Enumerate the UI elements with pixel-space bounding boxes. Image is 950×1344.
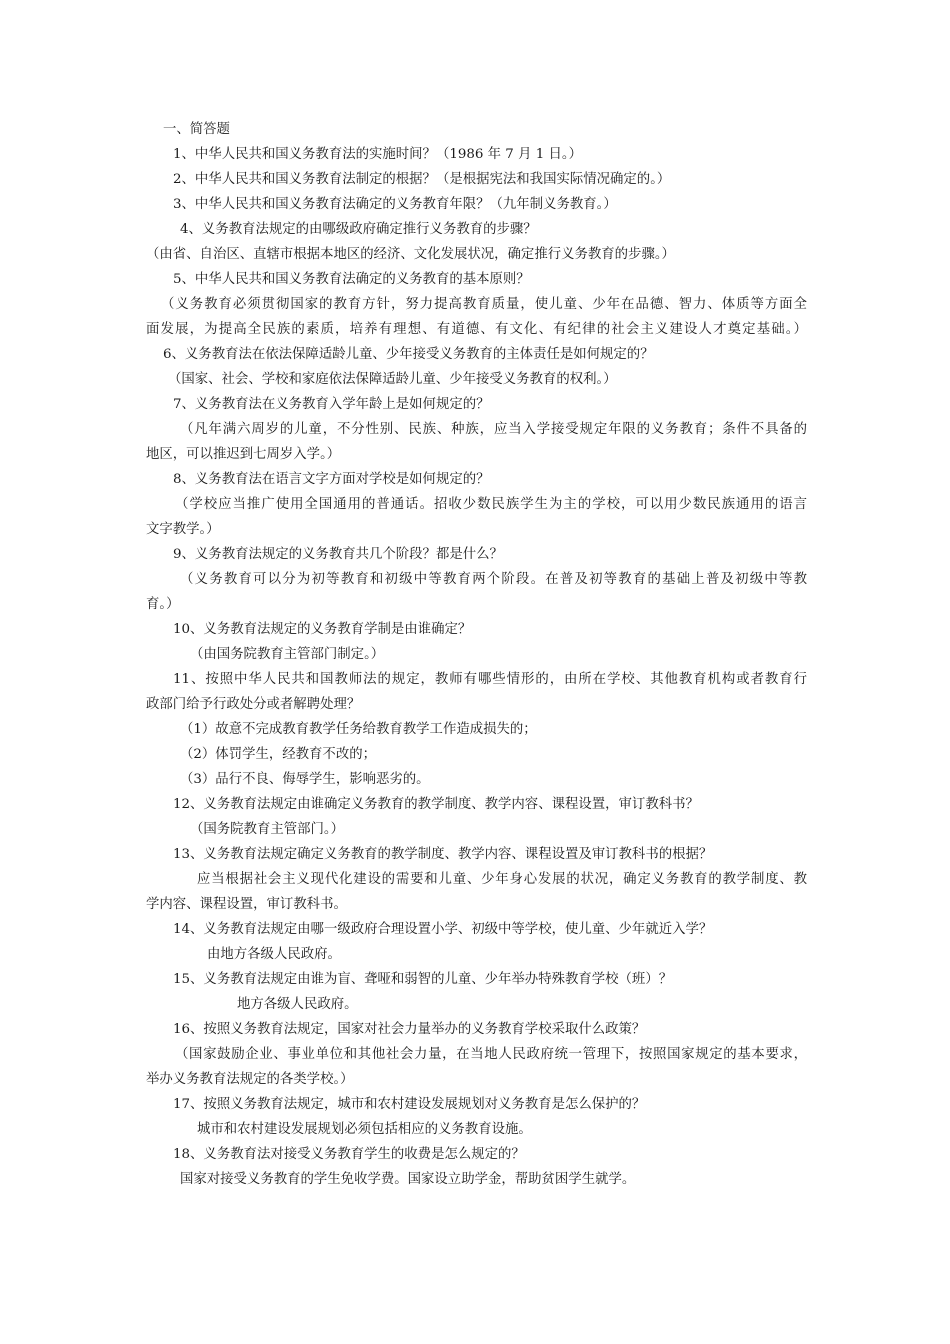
question-7: 7、义务教育法在义务教育入学年龄上是如何规定的？ — [173, 397, 490, 412]
answer-17: 城市和农村建设发展规划必须包括相应的义务教育设施。 — [197, 1122, 532, 1137]
question-3: 3、中华人民共和国义务教育法确定的义务教育年限？（九年制义务教育。） — [173, 197, 617, 212]
answer-4: （由省、自治区、直辖市根据本地区的经济、文化发展状况，确定推行义务教育的步骤。） — [146, 247, 675, 262]
question-11-line-1: 11、按照中华人民共和国教师法的规定，教师有哪些情形的，由所在学校、其他教育机构或者教育行 — [173, 672, 807, 687]
question-9: 9、义务教育法规定的义务教育共几个阶段？都是什么？ — [173, 547, 503, 562]
question-6: 6、义务教育法在依法保障适龄儿童、少年接受义务教育的主体责任是如何规定的？ — [163, 347, 654, 362]
answer-5-line-2: 面发展，为提高全民族的素质，培养有理想、有道德、有文化、有纪律的社会主义建设人才奠定基础。） — [146, 322, 807, 337]
answer-16-line-1: （国家鼓励企业、事业单位和其他社会力量，在当地人民政府统一管理下，按照国家规定的基本要求， — [175, 1047, 807, 1062]
answer-7-line-2: 地区，可以推迟到七周岁入学。） — [146, 447, 341, 462]
question-12: 12、义务教育法规定由谁确定义务教育的教学制度、教学内容、课程设置，审订教科书？ — [173, 797, 699, 812]
question-11-line-2: 政部门给予行政处分或者解聘处理？ — [146, 697, 361, 712]
answer-8-line-1: （学校应当推广使用全国通用的普通话。招收少数民族学生为主的学校，可以用少数民族通用的语言 — [175, 497, 807, 512]
answer-13-line-2: 学内容、课程设置，审订教科书。 — [146, 897, 347, 912]
answer-16-line-2: 举办义务教育法规定的各类学校。） — [146, 1072, 354, 1087]
answer-9-line-1: （义务教育可以分为初等教育和初级中等教育两个阶段。在普及初等教育的基础上普及初级中等教 — [180, 572, 807, 587]
section-title: 一、简答题 — [163, 122, 230, 137]
answer-13-line-1: 应当根据社会主义现代化建设的需要和儿童、少年身心发展的状况，确定义务教育的教学制度、教 — [197, 872, 807, 887]
answer-5-line-1: （义务教育必须贯彻国家的教育方针，努力提高教育质量，使儿童、少年在品德、智力、体质等方面全 — [161, 297, 807, 312]
answer-6: （国家、社会、学校和家庭依法保障适龄儿童、少年接受义务教育的权利。） — [168, 372, 617, 387]
answer-14: 由地方各级人民政府。 — [207, 947, 341, 962]
question-16: 16、按照义务教育法规定，国家对社会力量举办的义务教育学校采取什么政策？ — [173, 1022, 646, 1037]
answer-9-line-2: 育。） — [146, 597, 180, 612]
answer-11-item-1: （1）故意不完成教育教学任务给教育教学工作造成损失的； — [180, 722, 537, 737]
answer-11-item-2: （2）体罚学生，经教育不改的； — [180, 747, 376, 762]
question-4: 4、义务教育法规定的由哪级政府确定推行义务教育的步骤？ — [180, 222, 537, 237]
answer-7-line-1: （凡年满六周岁的儿童，不分性别、民族、种族，应当入学接受规定年限的义务教育；条件不具备的 — [180, 422, 807, 437]
question-17: 17、按照义务教育法规定，城市和农村建设发展规划对义务教育是怎么保护的？ — [173, 1097, 646, 1112]
question-18: 18、义务教育法对接受义务教育学生的收费是怎么规定的？ — [173, 1147, 525, 1162]
answer-18: 国家对接受义务教育的学生免收学费。国家设立助学金，帮助贫困学生就学。 — [180, 1172, 636, 1187]
answer-12: （国务院教育主管部门。） — [190, 822, 344, 837]
answer-10: （由国务院教育主管部门制定。） — [190, 647, 385, 662]
question-14: 14、义务教育法规定由哪一级政府合理设置小学、初级中等学校，使儿童、少年就近入学？ — [173, 922, 713, 937]
answer-11-item-3: （3）品行不良、侮辱学生，影响恶劣的。 — [180, 772, 430, 787]
question-10: 10、义务教育法规定的义务教育学制是由谁确定？ — [173, 622, 472, 637]
question-8: 8、义务教育法在语言文字方面对学校是如何规定的？ — [173, 472, 490, 487]
question-5: 5、中华人民共和国义务教育法确定的义务教育的基本原则？ — [173, 272, 530, 287]
question-15: 15、义务教育法规定由谁为盲、聋哑和弱智的儿童、少年举办特殊教育学校（班）？ — [173, 972, 673, 987]
answer-15: 地方各级人民政府。 — [237, 997, 358, 1012]
question-2: 2、中华人民共和国义务教育法制定的根据？（是根据宪法和我国实际情况确定的。） — [173, 172, 671, 187]
answer-8-line-2: 文字教学。） — [146, 522, 220, 537]
question-1: 1、中华人民共和国义务教育法的实施时间？（1986 年 7 月 1 日。） — [173, 147, 582, 162]
question-13: 13、义务教育法规定确定义务教育的教学制度、教学内容、课程设置及审订教科书的根据？ — [173, 847, 713, 862]
